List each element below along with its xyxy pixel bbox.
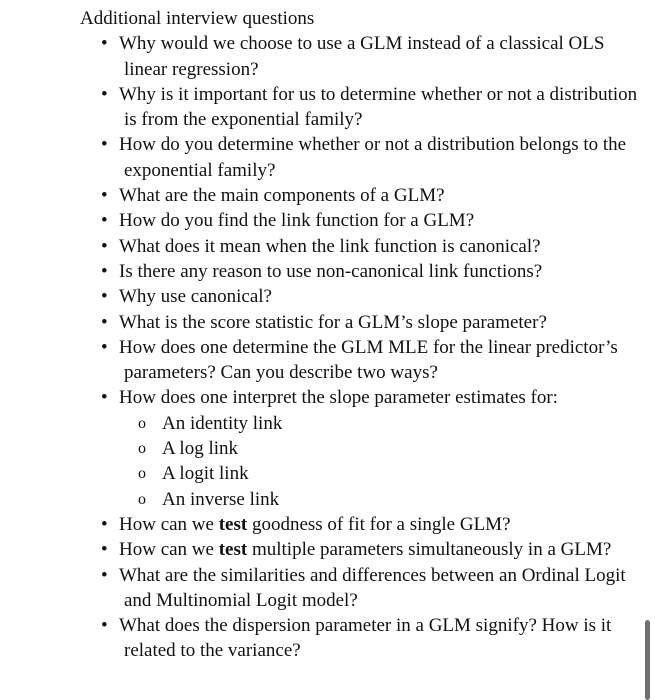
list-item xyxy=(80,208,640,233)
list-item xyxy=(80,512,640,537)
sub-list-item xyxy=(80,461,640,486)
text-run: goodness of fit for a single GLM? xyxy=(247,513,511,535)
sub-item-text: An inverse link xyxy=(162,488,280,510)
list-item xyxy=(80,234,640,259)
list-item xyxy=(80,537,640,562)
text-run: How can we xyxy=(119,513,219,535)
sub-list-item xyxy=(80,487,640,512)
question-text xyxy=(119,537,640,562)
list-item xyxy=(80,183,640,208)
bullet-icon: • xyxy=(101,387,108,409)
list-item xyxy=(80,563,640,614)
hollow-bullet-icon: o xyxy=(138,490,146,508)
section-heading: Additional interview questions xyxy=(80,8,315,29)
bullet-icon: • xyxy=(101,286,108,308)
question-text: How do you find the link function for a GLM? xyxy=(119,210,475,232)
bullet-icon: • xyxy=(101,83,108,105)
question-text: What does the dispersion parameter in a GLM signify? How is it related to the variance? xyxy=(119,615,612,662)
hollow-bullet-icon: o xyxy=(138,465,146,483)
question-text: What does it mean when the link function is canonical? xyxy=(119,235,541,257)
sub-item-text: A log link xyxy=(162,438,239,460)
list-item xyxy=(80,335,640,386)
bold-text: test xyxy=(218,539,248,561)
question-text: Why would we choose to use a GLM instead of a classical OLS linear regression? xyxy=(119,33,605,80)
list-item xyxy=(80,613,640,664)
sub-list-item xyxy=(80,436,640,461)
sub-item-text: An identity link xyxy=(162,412,283,434)
bullet-icon: • xyxy=(101,260,108,282)
document-body xyxy=(80,6,640,664)
bold-text: test xyxy=(218,513,248,535)
bullet-icon: • xyxy=(101,311,108,333)
hollow-bullet-icon: o xyxy=(138,440,146,458)
text-run: multiple parameters simultaneously in a GLM? xyxy=(247,539,612,561)
list-item xyxy=(80,385,640,511)
list-item xyxy=(80,132,640,183)
question-text: Is there any reason to use non-canonical link functions? xyxy=(119,260,543,282)
bullet-icon: • xyxy=(101,564,108,586)
bullet-icon: • xyxy=(101,210,108,232)
question-text: How does one determine the GLM MLE for the linear predictor’s parameters? Can you describe two ways? xyxy=(119,336,618,384)
question-text: Why use canonical? xyxy=(119,286,272,308)
question-text: What is the score statistic for a GLM’s slope parameter? xyxy=(119,311,547,333)
text-run: How can we xyxy=(119,539,219,561)
bullet-icon: • xyxy=(101,336,108,358)
list-item xyxy=(80,310,640,335)
vertical-scrollbar[interactable] xyxy=(645,620,650,700)
list-item xyxy=(80,284,640,309)
bullet-icon: • xyxy=(101,513,108,535)
bullet-icon: • xyxy=(101,235,108,257)
bullet-icon: • xyxy=(101,33,108,55)
bullet-icon: • xyxy=(101,615,108,637)
question-text: What are the similarities and differences between an Ordinal Logit and Multinomial Logit model? xyxy=(119,564,626,611)
bullet-icon: • xyxy=(101,134,108,156)
question-text: How does one interpret the slope parameter estimates for: xyxy=(119,387,558,409)
sub-list xyxy=(119,411,640,512)
list-item xyxy=(80,82,640,133)
sub-list-item xyxy=(80,411,640,436)
hollow-bullet-icon: o xyxy=(138,414,146,432)
question-text xyxy=(119,512,640,537)
list-item xyxy=(80,259,640,284)
question-text: What are the main components of a GLM? xyxy=(119,185,445,207)
bullet-icon: • xyxy=(101,539,108,561)
question-text: Why is it important for us to determine whether or not a distribution is from the exponential family? xyxy=(119,83,638,131)
question-text: How do you determine whether or not a distribution belongs to the exponential family? xyxy=(119,134,627,181)
sub-item-text: A logit link xyxy=(162,463,249,485)
question-list xyxy=(80,31,640,663)
bullet-icon: • xyxy=(101,185,108,207)
list-item xyxy=(80,31,640,82)
